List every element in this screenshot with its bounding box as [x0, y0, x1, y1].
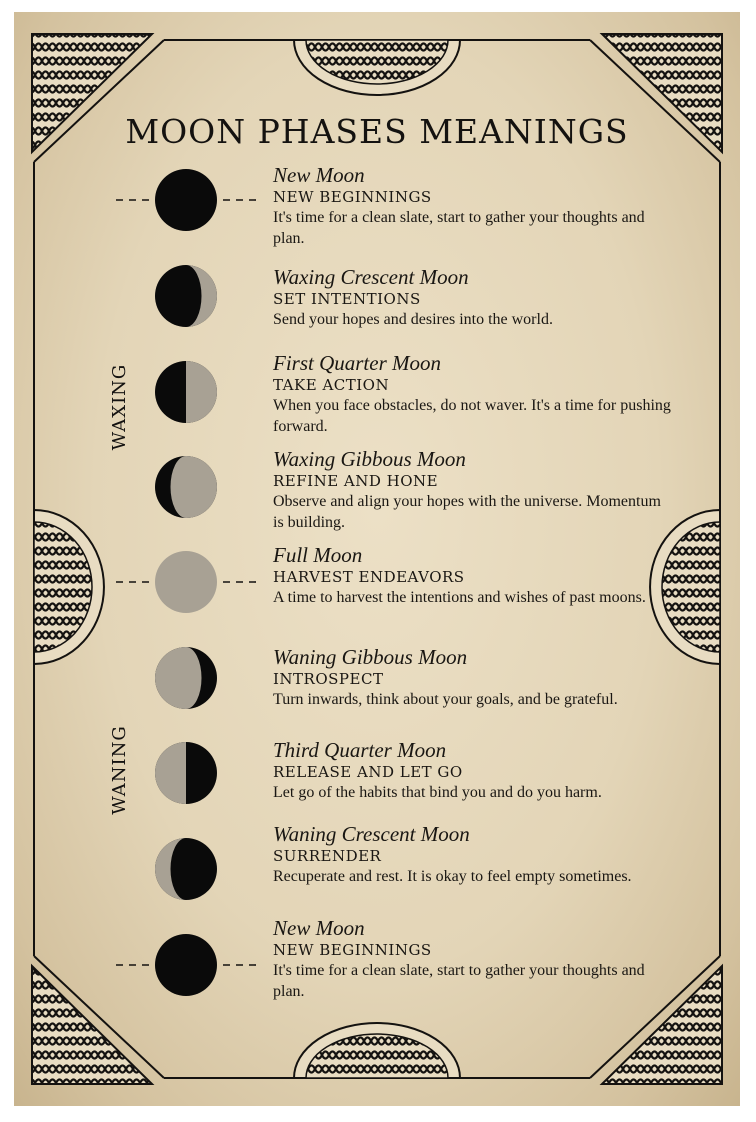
- moon-phase-6-icon: [155, 647, 217, 709]
- moon-phase-9-icon: [155, 934, 217, 996]
- phase-keyword: SURRENDER: [273, 847, 382, 865]
- moon-phase-3-icon: [155, 361, 217, 423]
- phase-description: When you face obstacles, do not waver. It's a time for pushing forward.: [273, 397, 671, 435]
- phase-name: Third Quarter Moon: [273, 738, 447, 762]
- moon-phase-8-icon: [155, 838, 217, 900]
- moon-phase-2-icon: [155, 265, 217, 327]
- phase-keyword: INTROSPECT: [273, 670, 384, 688]
- poster-title: MOON PHASES MEANINGS: [125, 112, 629, 151]
- moon-phase-7-icon: [155, 742, 217, 804]
- moon-phase-entry: [273, 739, 713, 803]
- phase-description: A time to harvest the intentions and wishes of past moons.: [273, 589, 646, 606]
- phase-keyword: NEW BEGINNINGS: [273, 188, 432, 206]
- moon-phase-entry: [273, 266, 713, 330]
- moon-phase-5-icon: [155, 551, 217, 613]
- phase-name: Waning Gibbous Moon: [273, 645, 468, 669]
- phase-keyword: TAKE ACTION: [273, 376, 390, 394]
- phase-name: Waxing Gibbous Moon: [273, 447, 466, 471]
- moon-phases-poster: [14, 12, 740, 1106]
- phase-description: Send your hopes and desires into the world.: [273, 311, 553, 328]
- moon-phase-entry: [273, 544, 713, 608]
- moon-phase-1-icon: [155, 169, 217, 231]
- phase-name: Full Moon: [273, 543, 363, 567]
- phase-keyword: RELEASE AND LET GO: [273, 763, 463, 781]
- waxing-label: WAXING: [109, 363, 130, 451]
- phase-keyword: SET INTENTIONS: [273, 290, 421, 308]
- phase-name: First Quarter Moon: [273, 351, 441, 375]
- phase-keyword: HARVEST ENDEAVORS: [273, 568, 465, 586]
- moon-phase-entry: [273, 448, 713, 533]
- phase-name: Waning Crescent Moon: [273, 822, 470, 846]
- moon-phase-entry: [273, 164, 713, 249]
- moon-phase-entry: [273, 917, 713, 1002]
- moon-phase-4-icon: [155, 456, 217, 518]
- phase-description: Observe and align your hopes with the universe. Momentum is building.: [273, 493, 661, 531]
- waning-label: WANING: [109, 725, 130, 815]
- moon-phase-entry: [273, 646, 713, 710]
- phase-description: It's time for a clean slate, start to gather your thoughts and plan.: [273, 962, 645, 1000]
- moon-phase-entry: [273, 352, 713, 437]
- phase-name: New Moon: [273, 916, 365, 940]
- phase-description: Turn inwards, think about your goals, and be grateful.: [273, 691, 618, 708]
- phase-description: Let go of the habits that bind you and do you harm.: [273, 784, 602, 801]
- phase-keyword: REFINE AND HONE: [273, 472, 439, 490]
- phase-keyword: NEW BEGINNINGS: [273, 941, 432, 959]
- phase-name: New Moon: [273, 163, 365, 187]
- phase-description: It's time for a clean slate, start to gather your thoughts and plan.: [273, 209, 645, 247]
- phase-name: Waxing Crescent Moon: [273, 265, 469, 289]
- phase-description: Recuperate and rest. It is okay to feel empty sometimes.: [273, 868, 632, 885]
- moon-phase-entry: [273, 823, 713, 887]
